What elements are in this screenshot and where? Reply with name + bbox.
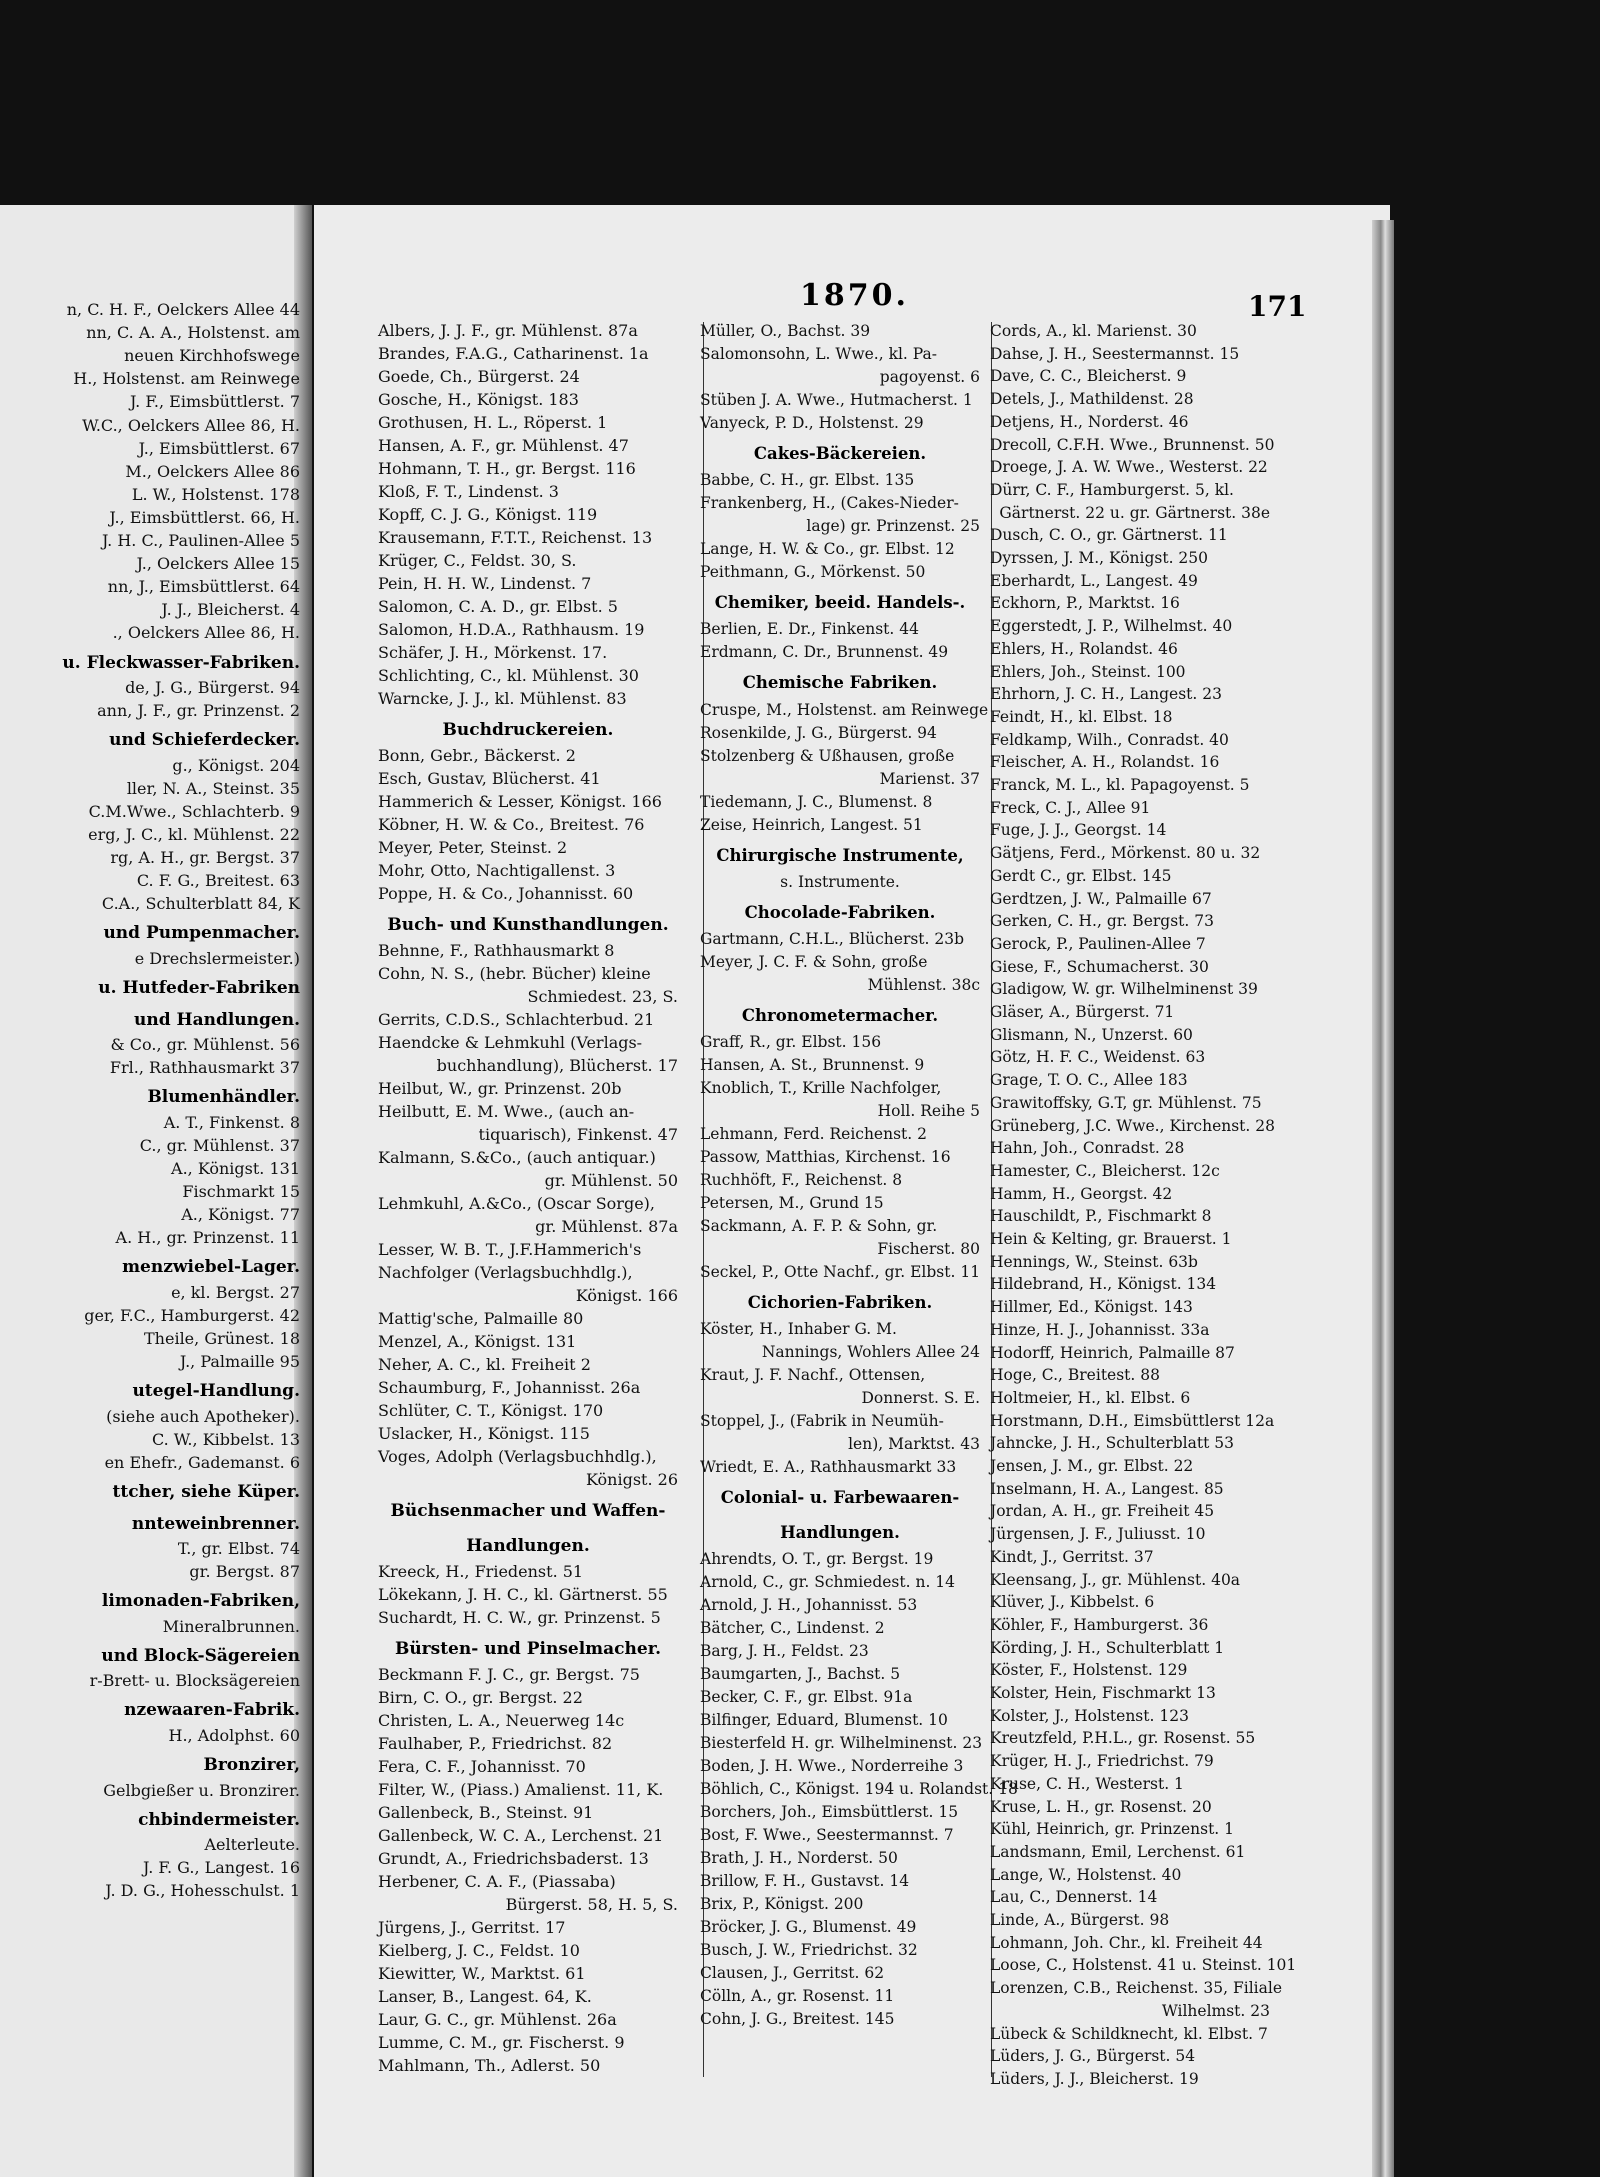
- directory-entry: Fischerst. 80: [877, 1240, 980, 1259]
- directory-entry: Freck, C. J., Allee 91: [990, 798, 1151, 817]
- directory-entry: Feindt, H., kl. Elbst. 18: [990, 707, 1173, 726]
- directory-entry: Fera, C. F., Johannisst. 70: [378, 1757, 586, 1776]
- section-heading: Buchdruckereien.: [442, 720, 614, 740]
- directory-entry: Böhlich, C., Königst. 194 u. Rolandst. 18: [700, 1779, 1018, 1798]
- directory-entry: Lanser, B., Langest. 64, K.: [378, 1987, 592, 2006]
- directory-entry: L. W., Holstenst. 178: [131, 484, 300, 504]
- section-heading: und Handlungen.: [133, 1009, 300, 1030]
- directory-entry: gr. Mühlenst. 87a: [535, 1217, 678, 1237]
- section-heading: Chemische Fabriken.: [742, 673, 938, 693]
- directory-entry: Drecoll, C.F.H. Wwe., Brunnenst. 50: [990, 435, 1275, 454]
- directory-entry: Landsmann, Emil, Lerchenst. 61: [990, 1842, 1246, 1861]
- directory-entry: Kraut, J. F. Nachf., Ottensen,: [700, 1366, 926, 1385]
- directory-entry: Kiewitter, W., Marktst. 61: [378, 1964, 586, 1983]
- directory-entry: Fuge, J. J., Georgst. 14: [990, 821, 1167, 840]
- directory-entry: A. T., Finkenst. 8: [163, 1112, 300, 1132]
- section-heading: Chronometermacher.: [741, 1006, 939, 1025]
- directory-entry: (siehe auch Apotheker).: [106, 1406, 300, 1426]
- directory-entry: Faulhaber, P., Friedrichst. 82: [378, 1734, 613, 1753]
- directory-entry: Bilfinger, Eduard, Blumenst. 10: [700, 1710, 948, 1729]
- directory-entry: Haendcke & Lehmkuhl (Verlags-: [378, 1033, 643, 1053]
- directory-entry: Gladigow, W. gr. Wilhelminenst 39: [990, 980, 1258, 999]
- directory-entry: Körding, J. H., Schulterblatt 1: [990, 1638, 1225, 1657]
- directory-entry: Hammerich & Lesser, Königst. 166: [378, 792, 662, 812]
- section-heading: menzwiebel-Lager.: [122, 1257, 300, 1278]
- directory-entry: e Drechslermeister.): [134, 948, 300, 968]
- directory-entry: Barg, J. H., Feldst. 23: [700, 1641, 869, 1660]
- directory-entry: Hansen, A. F., gr. Mühlenst. 47: [378, 436, 629, 455]
- directory-entry: Vanyeck, P. D., Holstenst. 29: [700, 414, 924, 432]
- directory-entry: Gerrits, C.D.S., Schlachterbud. 21: [378, 1010, 655, 1030]
- directory-entry: Baumgarten, J., Bachst. 5: [700, 1664, 901, 1683]
- directory-entry: Aelterleute.: [204, 1835, 300, 1855]
- directory-entry: Babbe, C. H., gr. Elbst. 135: [700, 471, 915, 490]
- directory-entry: C. W., Kibbelst. 13: [151, 1429, 300, 1449]
- directory-entry: Gerken, C. H., gr. Bergst. 73: [990, 912, 1214, 931]
- directory-entry: neuen Kirchhofswege: [124, 346, 300, 366]
- directory-entry: Königst. 26: [586, 1470, 678, 1490]
- directory-entry: e, kl. Bergst. 27: [171, 1282, 300, 1302]
- directory-entry: Warncke, J. J., kl. Mühlenst. 83: [378, 689, 627, 708]
- directory-entry: J. F. G., Langest. 16: [143, 1858, 300, 1878]
- directory-entry: Stoppel, J., (Fabrik in Neumüh-: [700, 1412, 944, 1431]
- directory-entry: Knoblich, T., Krille Nachfolger,: [700, 1079, 942, 1098]
- directory-entry: Pein, H. H. W., Lindenst. 7: [378, 574, 592, 593]
- directory-entry: J., Eimsbüttlerst. 66, H.: [109, 507, 300, 527]
- directory-entry: ., Oelckers Allee 86, H.: [112, 623, 300, 643]
- directory-entry: Meyer, Peter, Steinst. 2: [378, 838, 568, 858]
- directory-entry: Mühlenst. 38c: [867, 976, 980, 994]
- directory-entry: Menzel, A., Königst. 131: [378, 1332, 577, 1352]
- directory-entry: nn, J., Eimsbüttlerst. 64: [107, 577, 300, 597]
- directory-entry: Gelbgießer u. Bronzirer.: [103, 1780, 300, 1800]
- directory-entry: Köbner, H. W. & Co., Breitest. 76: [378, 815, 645, 835]
- directory-entry: Jürgens, J., Gerritst. 17: [378, 1918, 566, 1937]
- directory-entry: Becker, C. F., gr. Elbst. 91a: [700, 1687, 913, 1706]
- directory-entry: Kreutzfeld, P.H.L., gr. Rosenst. 55: [990, 1729, 1256, 1748]
- section-heading: u. Hutfeder-Fabriken: [98, 978, 300, 998]
- directory-entry: Franck, M. L., kl. Papagoyenst. 5: [990, 776, 1250, 794]
- directory-entry: Gläser, A., Bürgerst. 71: [990, 1003, 1175, 1021]
- directory-entry: Lehmkuhl, A.&Co., (Oscar Sorge),: [378, 1194, 655, 1214]
- directory-entry: & Co., gr. Mühlenst. 56: [110, 1035, 300, 1054]
- directory-entry: Esch, Gustav, Blücherst. 41: [378, 769, 601, 789]
- directory-entry: Hohmann, T. H., gr. Bergst. 116: [378, 459, 636, 478]
- directory-entry: Boden, J. H. Wwe., Norderreihe 3: [700, 1756, 964, 1775]
- directory-entry: Cords, A., kl. Marienst. 30: [990, 322, 1197, 340]
- directory-entry: Rosenkilde, J. G., Bürgerst. 94: [700, 723, 937, 742]
- directory-entry: Salomon, C. A. D., gr. Elbst. 5: [378, 597, 618, 616]
- directory-entry: Jordan, A. H., gr. Freiheit 45: [990, 1502, 1215, 1521]
- section-heading: Bürsten- und Pinselmacher.: [394, 1638, 662, 1659]
- directory-entry: Klüver, J., Kibbelst. 6: [990, 1593, 1155, 1612]
- directory-entry: Salomonsohn, L. Wwe., kl. Pa-: [700, 345, 937, 363]
- directory-entry: Christen, L. A., Neuerweg 14c: [378, 1711, 625, 1730]
- directory-entry: erg, J. C., kl. Mühlenst. 22: [88, 825, 300, 844]
- directory-entry: J. F., Eimsbüttlerst. 7: [129, 392, 300, 412]
- directory-entry: Clausen, J., Gerritst. 62: [700, 1963, 885, 1982]
- directory-entry: Cohn, N. S., (hebr. Bücher) kleine: [378, 964, 651, 984]
- directory-entry: Wriedt, E. A., Rathhausmarkt 33: [700, 1458, 957, 1477]
- directory-entry: Jensen, J. M., gr. Elbst. 22: [990, 1457, 1194, 1475]
- directory-entry: lage) gr. Prinzenst. 25: [806, 517, 980, 536]
- directory-entry: Biesterfeld H. gr. Wilhelminenst. 23: [700, 1733, 983, 1752]
- directory-entry: Goede, Ch., Bürgerst. 24: [378, 367, 580, 386]
- directory-entry: Meyer, J. C. F. & Sohn, große: [700, 953, 928, 971]
- directory-entry: J. D. G., Hohesschulst. 1: [105, 1881, 300, 1901]
- directory-entry: g., Königst. 204: [172, 755, 300, 775]
- section-heading: und Block-Sägereien: [101, 1645, 300, 1666]
- directory-entry: Loose, C., Holstenst. 41 u. Steinst. 101: [990, 1956, 1297, 1975]
- directory-entry: Dürr, C. F., Hamburgerst. 5, kl.: [990, 480, 1234, 499]
- directory-entry: Lehmann, Ferd. Reichenst. 2: [700, 1125, 927, 1144]
- directory-entry: Seckel, P., Otte Nachf., gr. Elbst. 11: [700, 1263, 981, 1282]
- directory-entry: Heilbut, W., gr. Prinzenst. 20b: [378, 1079, 622, 1099]
- directory-entry: s. Instrumente.: [780, 872, 900, 891]
- section-heading: nzewaaren-Fabrik.: [124, 1700, 300, 1721]
- directory-entry: Salomon, H.D.A., Rathhausm. 19: [378, 620, 645, 639]
- directory-entry: Busch, J. W., Friedrichst. 32: [700, 1940, 918, 1959]
- section-heading: Blumenhändler.: [147, 1087, 300, 1108]
- directory-entry: Krüger, H. J., Friedrichst. 79: [990, 1752, 1214, 1771]
- directory-entry: Beckmann F. J. C., gr. Bergst. 75: [378, 1665, 640, 1684]
- directory-entry: Marienst. 37: [879, 769, 980, 788]
- directory-entry: Grüneberg, J.C. Wwe., Kirchenst. 28: [990, 1116, 1275, 1135]
- directory-entry: Kloß, F. T., Lindenst. 3: [378, 482, 559, 501]
- directory-entry: gr. Bergst. 87: [189, 1562, 300, 1582]
- directory-entry: Detjens, H., Norderst. 46: [990, 412, 1189, 431]
- directory-entry: Albers, J. J. F., gr. Mühlenst. 87a: [378, 321, 638, 340]
- directory-entry: Hein & Kelting, gr. Brauerst. 1: [990, 1230, 1232, 1248]
- directory-entry: Eckhorn, P., Marktst. 16: [990, 594, 1180, 613]
- directory-entry: Mineralbrunnen.: [162, 1616, 300, 1636]
- directory-entry: Bürgerst. 58, H. 5, S.: [505, 1895, 678, 1914]
- directory-entry: J. H. C., Paulinen-Allee 5: [102, 531, 300, 550]
- directory-entry: Tiedemann, J. C., Blumenst. 8: [700, 792, 933, 811]
- directory-entry: Köster, H., Inhaber G. M.: [700, 1320, 897, 1339]
- directory-entry: Filter, W., (Piass.) Amalienst. 11, K.: [378, 1780, 664, 1799]
- directory-entry: Theile, Grünest. 18: [144, 1329, 300, 1348]
- directory-entry: Giese, F., Schumacherst. 30: [990, 957, 1209, 976]
- directory-entry: en Ehefr., Gademanst. 6: [104, 1452, 300, 1472]
- directory-entry: pagoyenst. 6: [879, 368, 980, 386]
- section-heading: und Schieferdecker.: [109, 730, 300, 751]
- directory-entry: Grawitoffsky, G.T, gr. Mühlenst. 75: [990, 1093, 1262, 1112]
- section-heading: Handlungen.: [466, 1535, 590, 1556]
- directory-entry: Erdmann, C. Dr., Brunnenst. 49: [700, 643, 949, 662]
- directory-entry: Mohr, Otto, Nachtigallenst. 3: [378, 861, 616, 881]
- directory-entry: Bost, F. Wwe., Seestermannst. 7: [700, 1825, 954, 1844]
- directory-entry: Inselmann, H. A., Langest. 85: [990, 1479, 1224, 1498]
- directory-entry: Gerdtzen, J. W., Palmaille 67: [990, 889, 1212, 908]
- directory-entry: Frl., Rathhausmarkt 37: [109, 1058, 300, 1078]
- directory-entry: Brandes, F.A.G., Catharinenst. 1a: [378, 344, 649, 363]
- directory-entry: Krausemann, F.T.T., Reichenst. 13: [378, 528, 653, 547]
- directory-entry: Cölln, A., gr. Rosenst. 11: [700, 1986, 895, 2005]
- directory-entry: Lange, W., Holstenst. 40: [990, 1865, 1182, 1884]
- directory-entry: Bätcher, C., Lindenst. 2: [700, 1618, 885, 1637]
- directory-entry: Poppe, H. & Co., Johannisst. 60: [378, 884, 634, 904]
- directory-entry: Lumme, C. M., gr. Fischerst. 9: [378, 2033, 625, 2052]
- directory-entry: ann, J. F., gr. Prinzenst. 2: [97, 701, 300, 721]
- directory-entry: Graff, R., gr. Elbst. 156: [700, 1033, 882, 1052]
- directory-entry: nn, C. A. A., Holstenst. am: [86, 323, 300, 343]
- directory-entry: Kopff, C. J. G., Königst. 119: [378, 505, 598, 524]
- directory-entry: Nachfolger (Verlagsbuchhdlg.),: [378, 1263, 633, 1283]
- directory-entry: Hodorff, Heinrich, Palmaille 87: [990, 1343, 1235, 1362]
- directory-entry: Dave, C. C., Bleicherst. 9: [990, 367, 1187, 386]
- directory-entry: Fleischer, A. H., Rolandst. 16: [990, 753, 1220, 772]
- directory-entry: Lange, H. W. & Co., gr. Elbst. 12: [700, 540, 955, 559]
- directory-entry: J., Oelckers Allee 15: [136, 554, 300, 574]
- directory-entry: Grothusen, H. L., Röperst. 1: [378, 413, 608, 432]
- directory-entry: Detels, J., Mathildenst. 28: [990, 390, 1194, 409]
- directory-entry: Hamm, H., Georgst. 42: [990, 1184, 1173, 1203]
- page-edge-stack: [1372, 220, 1394, 2177]
- directory-entry: Dyrssen, J. M., Königst. 250: [990, 549, 1209, 567]
- directory-entry: Grundt, A., Friedrichsbaderst. 13: [378, 1849, 649, 1868]
- directory-entry: Lorenzen, C.B., Reichenst. 35, Filiale: [990, 1979, 1283, 1998]
- directory-entry: Grage, T. O. C., Allee 183: [990, 1071, 1188, 1090]
- directory-entry: Kindt, J., Gerritst. 37: [990, 1547, 1154, 1566]
- page-number: 171: [1248, 290, 1307, 323]
- directory-entry: J., Palmaille 95: [179, 1352, 300, 1372]
- section-heading: Chemiker, beeid. Handels-.: [714, 593, 966, 613]
- directory-entry: C.M.Wwe., Schlachterb. 9: [88, 801, 300, 821]
- directory-entry: Nannings, Wohlers Allee 24: [761, 1343, 980, 1362]
- directory-entry: gr. Mühlenst. 50: [544, 1171, 678, 1191]
- directory-entry: Passow, Matthias, Kirchenst. 16: [700, 1148, 951, 1167]
- directory-entry: Cohn, J. G., Breitest. 145: [700, 2009, 895, 2028]
- directory-entry: Feldkamp, Wilh., Conradst. 40: [990, 730, 1229, 749]
- directory-entry: len), Marktst. 43: [848, 1435, 980, 1454]
- directory-entry: Ruchhöft, F., Reichenst. 8: [700, 1171, 903, 1190]
- directory-entry: Lohmann, Joh. Chr., kl. Freiheit 44: [990, 1933, 1263, 1952]
- directory-entry: Uslacker, H., Königst. 115: [378, 1424, 590, 1444]
- section-heading: Cichorien-Fabriken.: [747, 1293, 933, 1313]
- directory-entry: Suchardt, H. C. W., gr. Prinzenst. 5: [378, 1607, 661, 1627]
- directory-entry: ger, F.C., Hamburgerst. 42: [84, 1305, 300, 1325]
- directory-entry: Schlichting, C., kl. Mühlenst. 30: [378, 666, 639, 685]
- directory-entry: rg, A. H., gr. Bergst. 37: [110, 848, 300, 868]
- directory-entry: Kleensang, J., gr. Mühlenst. 40a: [990, 1570, 1241, 1589]
- directory-entry: Wilhelmst. 23: [1161, 2001, 1270, 2020]
- directory-entry: Kalmann, S.&Co., (auch antiquar.): [378, 1148, 656, 1168]
- directory-entry: Frankenberg, H., (Cakes-Nieder-: [700, 494, 959, 513]
- directory-entry: Gallenbeck, W. C. A., Lerchenst. 21: [378, 1826, 664, 1845]
- directory-entry: Gätjens, Ferd., Mörkenst. 80 u. 32: [990, 844, 1261, 863]
- directory-entry: Ehlers, H., Rolandst. 46: [990, 639, 1178, 658]
- directory-entry: W.C., Oelckers Allee 86, H.: [82, 415, 300, 435]
- directory-entry: Kolster, J., Holstenst. 123: [990, 1706, 1189, 1725]
- directory-entry: Stolzenberg & Ußhausen, große: [700, 746, 955, 765]
- directory-entry: Stüben J. A. Wwe., Hutmacherst. 1: [700, 391, 973, 409]
- directory-entry: Götz, H. F. C., Weidenst. 63: [990, 1048, 1206, 1067]
- section-heading: Buch- und Kunsthandlungen.: [387, 915, 669, 936]
- directory-entry: Brix, P., Königst. 200: [700, 1894, 864, 1913]
- directory-entry: Hinze, H. J., Johannisst. 33a: [990, 1320, 1210, 1339]
- left-page-fragment: [0, 205, 312, 2177]
- directory-entry: Ehlers, Joh., Steinst. 100: [990, 662, 1186, 681]
- directory-entry: tiquarisch), Finkenst. 47: [478, 1125, 678, 1145]
- directory-entry: Hoge, C., Breitest. 88: [990, 1366, 1160, 1385]
- directory-entry: Gartmann, C.H.L., Blücherst. 23b: [700, 930, 965, 948]
- directory-entry: Dusch, C. O., gr. Gärtnerst. 11: [990, 526, 1228, 545]
- directory-entry: Kielberg, J. C., Feldst. 10: [378, 1941, 580, 1960]
- directory-entry: Laur, G. C., gr. Mühlenst. 26a: [378, 2010, 617, 2029]
- section-heading: Colonial- u. Farbewaaren-: [720, 1488, 960, 1508]
- directory-entry: C., gr. Mühlenst. 37: [139, 1135, 300, 1155]
- directory-entry: Droege, J. A. W. Wwe., Westerst. 22: [990, 458, 1268, 477]
- directory-entry: Sackmann, A. F. P. & Sohn, gr.: [700, 1217, 938, 1236]
- section-heading: Handlungen.: [780, 1522, 900, 1542]
- directory-entry: Eberhardt, L., Langest. 49: [990, 571, 1198, 590]
- directory-entry: Kühl, Heinrich, gr. Prinzenst. 1: [990, 1820, 1235, 1839]
- directory-entry: Hillmer, Ed., Königst. 143: [990, 1298, 1193, 1317]
- directory-entry: Birn, C. O., gr. Bergst. 22: [378, 1688, 583, 1707]
- directory-entry: Zeise, Heinrich, Langest. 51: [700, 815, 923, 834]
- directory-entry: Schmiedest. 23, S.: [527, 987, 678, 1007]
- directory-entry: Voges, Adolph (Verlagsbuchhdlg.),: [378, 1447, 657, 1467]
- directory-entry: Lübeck & Schildknecht, kl. Elbst. 7: [990, 2024, 1268, 2043]
- directory-entry: ller, N. A., Steinst. 35: [126, 778, 300, 798]
- directory-entry: M., Oelckers Allee 86: [125, 461, 300, 481]
- directory-entry: Jürgensen, J. F., Juliusst. 10: [990, 1525, 1206, 1544]
- directory-entry: Köhler, F., Hamburgerst. 36: [990, 1615, 1209, 1634]
- directory-entry: Petersen, M., Grund 15: [700, 1194, 884, 1213]
- directory-entry: Schlüter, C. T., Königst. 170: [378, 1401, 604, 1421]
- directory-entry: A., Königst. 77: [181, 1205, 300, 1225]
- directory-entry: Holl. Reihe 5: [877, 1102, 980, 1121]
- directory-entry: Dahse, J. H., Seestermannst. 15: [990, 344, 1240, 363]
- directory-entry: buchhandlung), Blücherst. 17: [436, 1056, 678, 1076]
- section-heading: nnteweinbrenner.: [131, 1513, 300, 1534]
- section-heading: ttcher, siehe Küper.: [112, 1482, 300, 1502]
- directory-entry: Kruse, L. H., gr. Rosenst. 20: [990, 1797, 1212, 1816]
- section-heading: Cakes-Bäckereien.: [753, 444, 927, 463]
- directory-entry: Hamester, C., Bleicherst. 12c: [990, 1161, 1220, 1180]
- directory-entry: Bonn, Gebr., Bäckerst. 2: [378, 746, 576, 766]
- directory-entry: Jahncke, J. H., Schulterblatt 53: [990, 1434, 1234, 1453]
- directory-entry: C. F. G., Breitest. 63: [136, 871, 300, 891]
- directory-entry: A., Königst. 131: [171, 1158, 300, 1178]
- section-heading: utegel-Handlung.: [132, 1381, 300, 1402]
- directory-entry: Arnold, C., gr. Schmiedest. n. 14: [700, 1572, 956, 1591]
- directory-entry: Glismann, N., Unzerst. 60: [990, 1025, 1193, 1044]
- directory-entry: Peithmann, G., Mörkenst. 50: [700, 563, 926, 582]
- directory-entry: Hansen, A. St., Brunnenst. 9: [700, 1056, 925, 1075]
- directory-entry: Fischmarkt 15: [182, 1182, 300, 1201]
- directory-entry: de, J. G., Bürgerst. 94: [125, 678, 300, 697]
- directory-entry: C.A., Schulterblatt 84, K: [101, 894, 300, 914]
- directory-entry: Lökekann, J. H. C., kl. Gärtnerst. 55: [378, 1584, 668, 1604]
- directory-entry: Gallenbeck, B., Steinst. 91: [378, 1803, 594, 1822]
- section-heading: und Pumpenmacher.: [103, 923, 300, 944]
- section-heading: Bronzirer,: [203, 1755, 300, 1775]
- directory-entry: H., Holstenst. am Reinwege: [73, 369, 300, 389]
- directory-entry: Mahlmann, Th., Adlerst. 50: [378, 2056, 601, 2075]
- directory-entry: Behnne, F., Rathhausmarkt 8: [378, 941, 615, 961]
- directory-entry: Lau, C., Dennerst. 14: [990, 1888, 1158, 1907]
- directory-entry: A. H., gr. Prinzenst. 11: [115, 1228, 300, 1248]
- directory-entry: Brillow, F. H., Gustavst. 14: [700, 1871, 910, 1890]
- directory-entry: Ahrendts, O. T., gr. Bergst. 19: [700, 1549, 934, 1568]
- directory-entry: Mattig'sche, Palmaille 80: [378, 1309, 584, 1329]
- section-heading: Büchsenmacher und Waffen-: [390, 1501, 666, 1522]
- directory-entry: Kruse, C. H., Westerst. 1: [990, 1774, 1184, 1793]
- directory-entry: Cruspe, M., Holstenst. am Reinwege: [700, 700, 989, 719]
- directory-entry: Berlien, E. Dr., Finkenst. 44: [700, 620, 919, 639]
- directory-entry: Herbener, C. A. F., (Piassaba): [378, 1872, 616, 1891]
- directory-entry: Gerock, P., Paulinen-Allee 7: [990, 934, 1206, 953]
- directory-entry: Neher, A. C., kl. Freiheit 2: [378, 1355, 591, 1375]
- directory-entry: J. J., Bleicherst. 4: [161, 600, 300, 620]
- directory-entry: Lesser, W. B. T., J.F.Hammerich's: [378, 1240, 642, 1260]
- directory-entry: Gärtnerst. 22 u. gr. Gärtnerst. 38e: [999, 503, 1270, 522]
- directory-entry: J., Eimsbüttlerst. 67: [138, 438, 300, 458]
- directory-entry: Kreeck, H., Friedenst. 51: [378, 1561, 584, 1581]
- section-heading: Chirurgische Instrumente,: [716, 845, 964, 865]
- directory-entry: Köster, F., Holstenst. 129: [990, 1661, 1188, 1680]
- section-heading: limonaden-Fabriken,: [101, 1591, 300, 1612]
- directory-entry: Hildebrand, H., Königst. 134: [990, 1275, 1217, 1294]
- directory-entry: Horstmann, D.H., Eimsbüttlerst 12a: [990, 1411, 1275, 1430]
- directory-entry: Hennings, W., Steinst. 63b: [990, 1252, 1198, 1271]
- directory-entry: Ehrhorn, J. C. H., Langest. 23: [990, 685, 1222, 704]
- directory-entry: r-Brett- u. Blocksägereien: [89, 1671, 300, 1691]
- directory-entry: Borchers, Joh., Eimsbüttlerst. 15: [700, 1802, 959, 1821]
- directory-entry: Hahn, Joh., Conradst. 28: [990, 1139, 1185, 1158]
- directory-entry: Müller, O., Bachst. 39: [700, 322, 871, 340]
- directory-entry: Schäfer, J. H., Mörkenst. 17.: [378, 643, 608, 662]
- directory-entry: Heilbutt, E. M. Wwe., (auch an-: [378, 1102, 635, 1122]
- section-heading: u. Fleckwasser-Fabriken.: [62, 652, 300, 673]
- directory-entry: Eggerstedt, J. P., Wilhelmst. 40: [990, 617, 1233, 636]
- directory-entry: Bröcker, J. G., Blumenst. 49: [700, 1917, 917, 1936]
- directory-entry: Hauschildt, P., Fischmarkt 8: [990, 1207, 1212, 1226]
- directory-entry: Linde, A., Bürgerst. 98: [990, 1911, 1170, 1929]
- directory-entry: T., gr. Elbst. 74: [177, 1539, 300, 1558]
- directory-entry: Kolster, Hein, Fischmarkt 13: [990, 1684, 1216, 1702]
- directory-entry: Gerdt C., gr. Elbst. 145: [990, 866, 1172, 885]
- directory-entry: Arnold, J. H., Johannisst. 53: [700, 1595, 918, 1614]
- section-heading: chbindermeister.: [138, 1809, 300, 1830]
- page-year: 1870.: [800, 278, 909, 313]
- directory-entry: Krüger, C., Feldst. 30, S.: [378, 551, 577, 570]
- directory-entry: Gosche, H., Königst. 183: [378, 390, 579, 409]
- directory-entry: Brath, J. H., Norderst. 50: [700, 1848, 898, 1867]
- directory-entry: Schaumburg, F., Johannisst. 26a: [378, 1378, 641, 1398]
- directory-entry: H., Adolphst. 60: [168, 1725, 300, 1745]
- directory-entry: Donnerst. S. E.: [861, 1389, 980, 1408]
- directory-entry: n, C. H. F., Oelckers Allee 44: [66, 300, 300, 319]
- section-heading: Chocolade-Fabriken.: [744, 902, 936, 922]
- directory-entry: Holtmeier, H., kl. Elbst. 6: [990, 1388, 1191, 1407]
- directory-entry: Lüders, J. J., Bleicherst. 19: [990, 2069, 1199, 2088]
- directory-entry: Lüders, J. G., Bürgerst. 54: [990, 2047, 1196, 2066]
- directory-entry: Königst. 166: [575, 1286, 678, 1306]
